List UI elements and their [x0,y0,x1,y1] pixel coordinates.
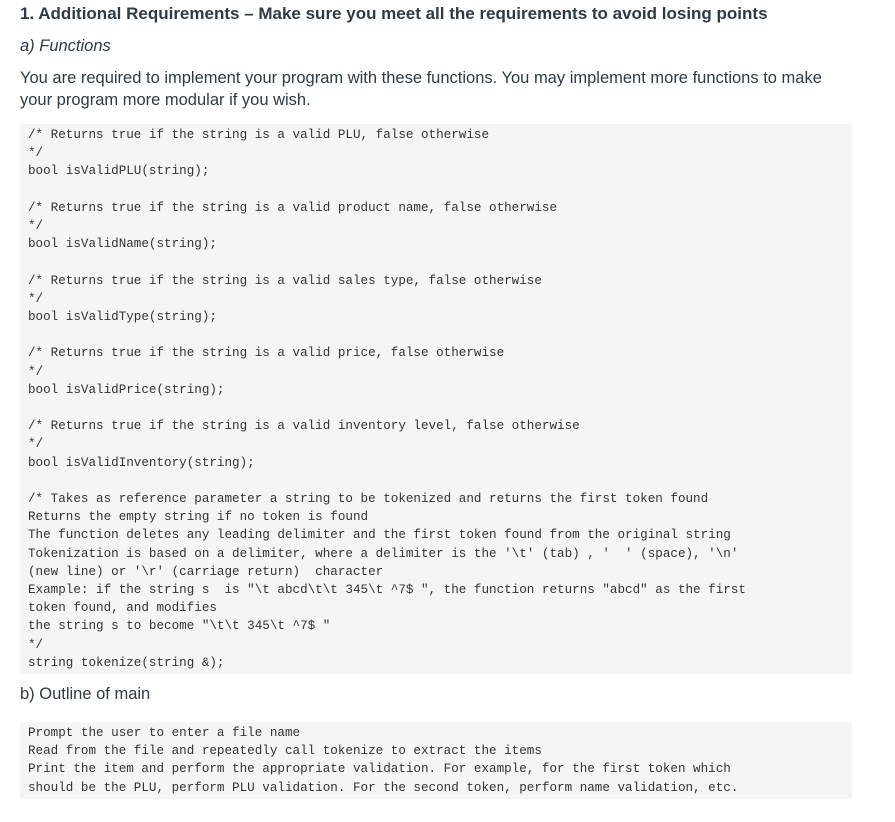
code-line: */ [28,146,44,161]
code-line [28,326,844,344]
code-line: */ [28,291,44,306]
code-line: string tokenize(string &); [28,655,225,670]
code-line: bool isValidPrice(string); [28,382,225,397]
code-line: /* Returns true if the string is a valid inventory level, false otherwise [28,419,580,434]
functions-intro-paragraph: You are required to implement your program with these functions. You may implement more functions to make your program more modular if you wish. [20,69,822,109]
code-line: bool isValidPLU(string); [28,164,210,179]
code-line: bool isValidType(string); [28,310,217,324]
code-line [28,253,844,271]
functions-subheading: a) Functions [20,37,111,55]
code-line: /* Returns true if the string is a valid sales type, false otherwise [28,273,542,288]
code-line: */ [28,219,44,233]
requirements-heading: 1. Additional Requirements – Make sure you meet all the requirements to avoid losing points [20,4,768,23]
code-line: */ [28,364,44,379]
code-line: */ [28,437,44,452]
code-line: Tokenization is based on a delimiter, where a delimiter is the '\t' (tab) , ' ' (space), '\n' [28,546,739,561]
code-line: Example: if the string s is "\t abcd\t\t 345\t ^7$ ", the function returns "abcd" as the first [28,583,746,597]
code-line: The function deletes any leading delimiter and the first token found from the original string [28,528,731,543]
code-line: /* Returns true if the string is a valid PLU, false otherwise [28,128,490,142]
main-outline-subheading: b) Outline of main [20,685,151,704]
document-page [20,0,852,799]
code-line: should be the PLU, perform PLU validation. For the second token, perform name validation, etc. [28,780,739,795]
code-line: (new line) or '\r' (carriage return) character [28,564,384,579]
code-line: bool isValidInventory(string); [28,455,255,470]
code-line: /* Returns true if the string is a valid product name, false otherwise [28,200,558,215]
code-line: /* Takes as reference parameter a string to be tokenized and returns the first token found [28,491,709,506]
code-line: */ [28,637,44,652]
code-line: /* Returns true if the string is a valid price, false otherwise [28,346,505,361]
code-line: Print the item and perform the appropriate validation. For example, for the first token which [28,762,731,777]
code-line: bool isValidName(string); [28,237,217,252]
code-line [28,399,844,417]
code-line: Read from the file and repeatedly call tokenize to extract the items [28,744,542,759]
code-line: token found, and modifies [28,601,217,616]
functions-code-block [20,124,852,674]
code-line [28,181,844,199]
code-line [28,472,844,490]
code-line: Returns the empty string if no token is found [28,510,369,525]
code-line: the string s to become "\t\t 345\t ^7$ " [28,619,331,634]
main-outline-code-block [20,722,852,799]
code-line: Prompt the user to enter a file name [28,726,301,741]
